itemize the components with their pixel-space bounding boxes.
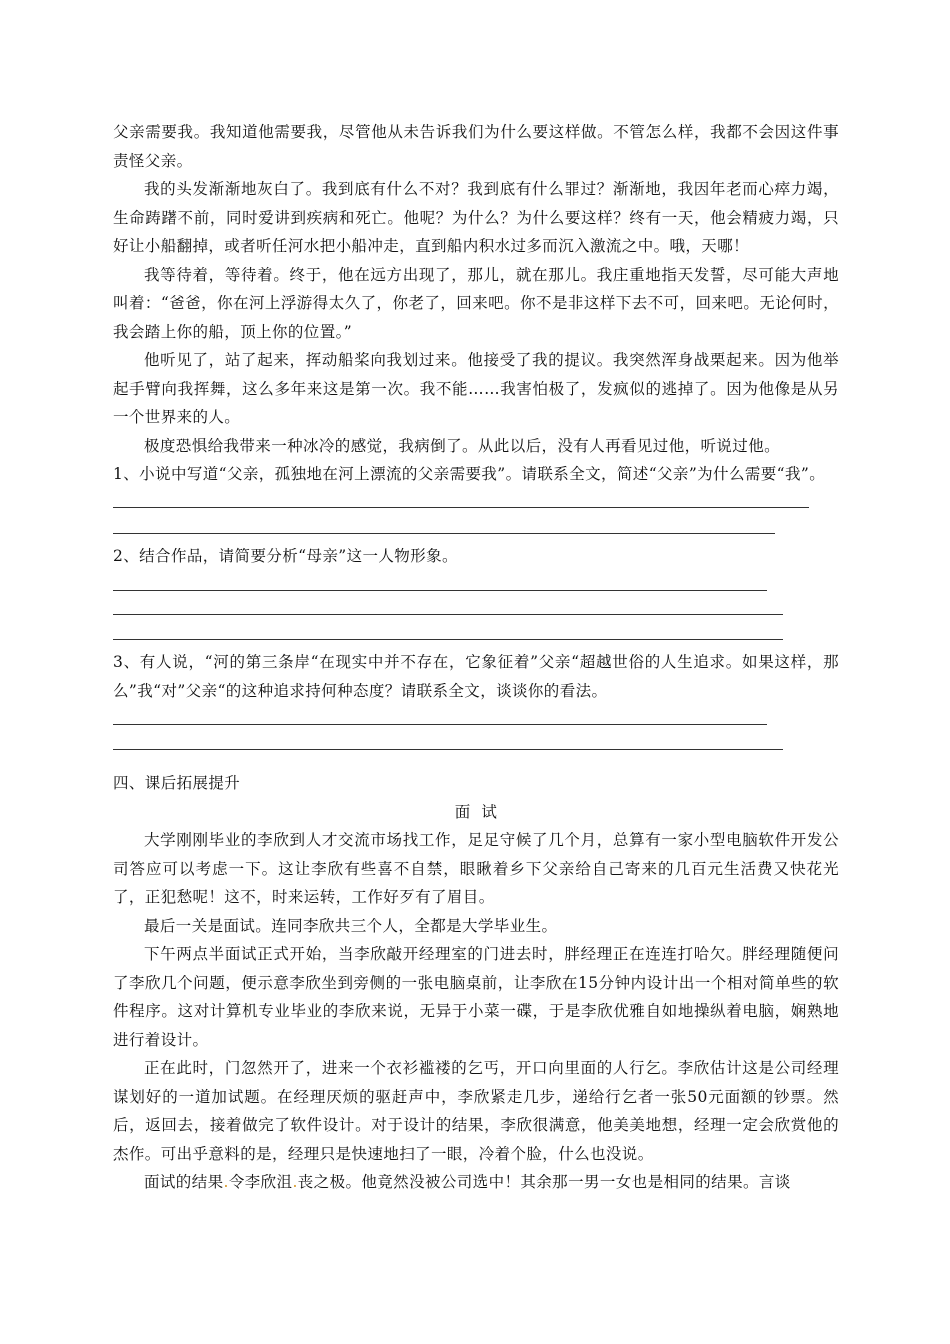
text-run: 令李欣沮 bbox=[228, 1173, 293, 1191]
story-paragraph: 父亲需要我。我知道他需要我，尽管他从未告诉我们为什么要这样做。不管怎么样，我都不会因这件事责怪父亲。 bbox=[113, 123, 839, 170]
article-paragraph: 正在此时，门忽然开了，进来一个衣衫褴褛的乞丐，开口向里面的人行乞。李欣估计这是公司经理谋划好的一道加试题。在经理厌烦的驱赶声中，李欣紧走几步，递给行乞者一张50元面额的钞票。然后，返回去，接着做完了软件设计。对于设计的结果，李欣很满意，他美美地想，经理一定会欣赏他的杰作。可出乎意料的是，经理只是快速地扫了一眼，冷着个脸，什么也没说。 bbox=[113, 1059, 839, 1163]
article-paragraph: 最后一关是面试。连同李欣共三个人，全都是大学毕业生。 bbox=[144, 916, 558, 935]
story-paragraph: 我等待着，等待着。终于，他在远方出现了，那儿，就在那儿。我庄重地指天发誓，尽可能大声地叫着：“爸爸，你在河上浮游得太久了，你老了，回来吧。你不是非这样下去不可，回来吧。无论何时，我会踏上你的船，顶上你的位置。” bbox=[113, 265, 839, 341]
question-3: 3、有人说，“河的第三条岸“在现实中并不存在，它象征着”父亲“超越世俗的人生追求。如果这样，那么”我“对”父亲“的这种追求持何种态度？请联系全文，谈谈你的看法。 bbox=[113, 653, 839, 700]
answer-line bbox=[113, 533, 775, 534]
article-paragraph-last bbox=[113, 1168, 839, 1197]
story-paragraph: 他听见了，站了起来，挥动船桨向我划过来。他接受了我的提议。我突然浑身战栗起来。因为他举起手臂向我挥舞，这么多年来这是第一次。我不能……我害怕极了，发疯似的逃掉了。因为他像是从另一个世界来的人。 bbox=[113, 351, 839, 426]
answer-line bbox=[113, 749, 783, 750]
story-paragraph: 我的头发渐渐地灰白了。我到底有什么不对？我到底有什么罪过？渐渐地，我因年老而心瘁力竭，生命踌躇不前，同时爱讲到疾病和死亡。他呢？为什么？为什么要这样？终有一天，他会精疲力竭，只好让小船翻掉，或者听任河水把小船冲走，直到船内积水过多而沉入激流之中。哦，天哪！ bbox=[113, 180, 839, 255]
text-run: 丧之极。他竟然没被公司选中！其余那一男一女也是相同的结果。言谈 bbox=[297, 1173, 791, 1191]
emphasis-dot: . bbox=[223, 1173, 229, 1191]
article-paragraph: 大学刚刚毕业的李欣到人才交流市场找工作，足足守候了几个月，总算有一家小型电脑软件开发公司答应可以考虑一下。这让李欣有些喜不自禁，眼瞅着乡下父亲给自己寄来的几百元生活费又快花光了，正犯愁呢！这不，时来运转，工作好歹有了眉目。 bbox=[113, 831, 839, 906]
answer-line bbox=[113, 614, 783, 615]
question-1: 1、小说中写道“父亲，孤独地在河上漂流的父亲需要我”。请联系全文，简述“父亲”为什么需要“我”。 bbox=[113, 465, 826, 483]
text-run: 面试的结果 bbox=[144, 1173, 224, 1191]
document-page bbox=[113, 118, 839, 1197]
answer-line bbox=[113, 724, 767, 725]
answer-line bbox=[113, 507, 809, 508]
answer-line bbox=[113, 639, 783, 640]
answer-line bbox=[113, 590, 767, 591]
emphasis-dot: . bbox=[292, 1173, 298, 1191]
question-2: 2、结合作品，请简要分析“母亲”这一人物形象。 bbox=[113, 546, 458, 565]
article-paragraph: 下午两点半面试正式开始，当李欣敲开经理室的门进去时，胖经理正在连连打哈欠。胖经理随便问了李欣几个问题，便示意李欣坐到旁侧的一张电脑桌前，让李欣在15分钟内设计出一个相对简单些的软件程序。这对计算机专业毕业的李欣来说，无异于小菜一碟，于是李欣优雅自如地操纵着电脑，娴熟地进行着设计。 bbox=[113, 945, 839, 1049]
article-title: 面 试 bbox=[454, 802, 498, 821]
story-paragraph: 极度恐惧给我带来一种冰冷的感觉，我病倒了。从此以后，没有人再看见过他，听说过他。 bbox=[144, 436, 781, 455]
section-heading: 四、课后拓展提升 bbox=[113, 774, 241, 792]
